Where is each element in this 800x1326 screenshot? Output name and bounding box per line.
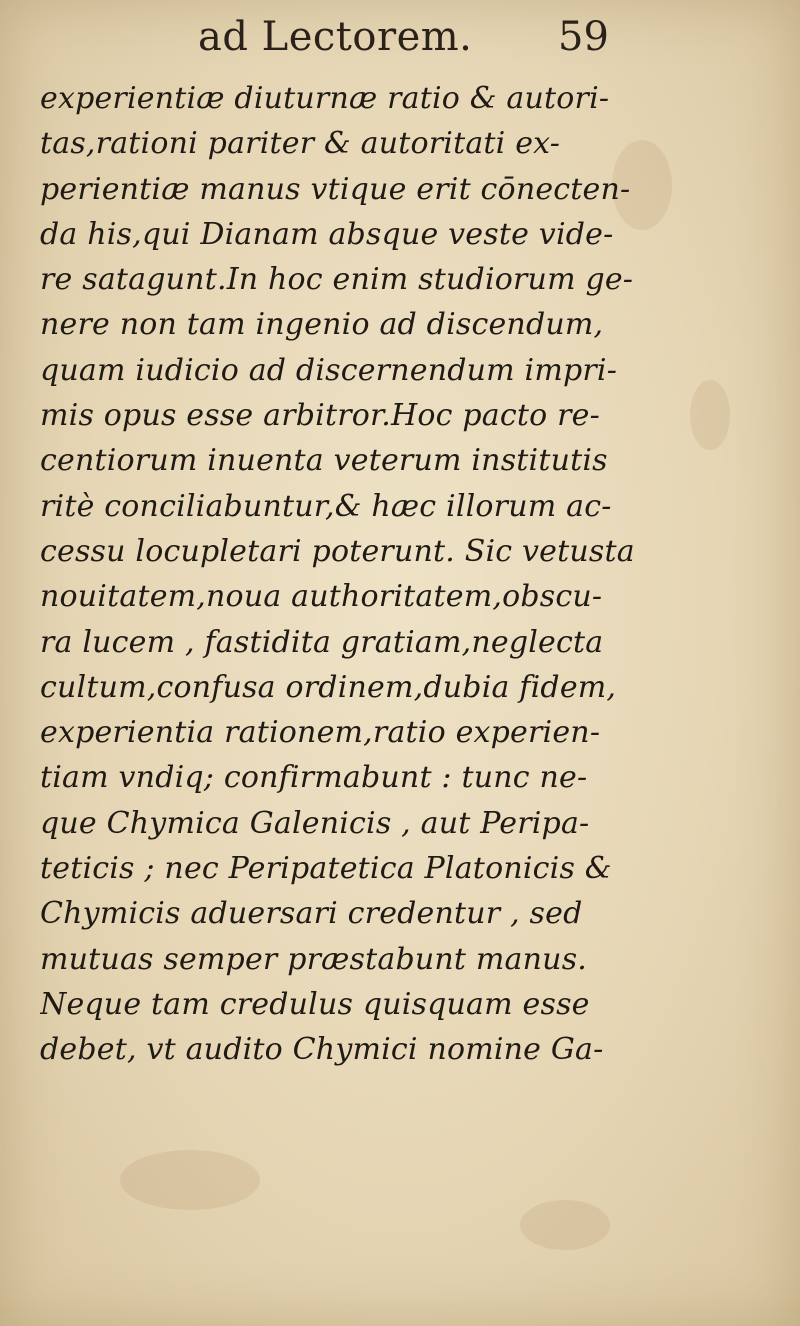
text-line: debet, vt audito Chymici nomine Ga-	[40, 1032, 604, 1068]
text-line: experientiæ diuturnæ ratio & autori-	[40, 81, 610, 116]
page-number: 59	[558, 14, 609, 60]
body-text	[40, 76, 640, 1073]
running-head-title: ad Lectorem.	[198, 14, 473, 60]
text-line: centiorum inuenta veterum institutis	[40, 443, 608, 479]
paper-stain	[690, 380, 730, 450]
text-line: cultum,confusa ordinem,dubia fidem,	[40, 669, 617, 705]
text-line: mis opus esse arbitror.Hoc pacto re-	[40, 398, 600, 434]
running-head	[0, 14, 800, 74]
text-line: nouitatem,noua authoritatem,obscu-	[40, 579, 603, 615]
text-line: mutuas semper præstabunt manus.	[40, 941, 588, 977]
text-line: teticis ; nec Peripatetica Platonicis &	[40, 851, 612, 887]
text-line: ra lucem , fastidita gratiam,neglecta	[40, 624, 604, 660]
text-line: perientiæ manus vtique erit cōnecten-	[40, 171, 631, 207]
text-line: re satagunt.In hoc enim studiorum ge-	[40, 262, 634, 298]
text-line: que Chymica Galenicis , aut Peripa-	[40, 805, 590, 841]
text-line: quam iudicio ad discernendum impri-	[40, 352, 618, 388]
text-line: experientia rationem,ratio experien-	[40, 715, 601, 751]
text-line: tiam vndiq; confirmabunt : tunc ne-	[40, 760, 588, 796]
text-line: Chymicis aduersari credentur , sed	[40, 896, 583, 932]
text-line: tas,rationi pariter & autoritati ex-	[40, 126, 561, 162]
text-line: da his,qui Dianam absque veste vide-	[40, 216, 614, 252]
paper-stain	[520, 1200, 610, 1250]
text-line: Neque tam credulus quisquam esse	[40, 986, 590, 1022]
text-line: cessu locupletari poterunt. Sic vetusta	[40, 533, 635, 569]
paper-stain	[120, 1150, 260, 1210]
text-line: ritè conciliabuntur,& hæc illorum ac-	[40, 488, 612, 524]
text-line: nere non tam ingenio ad discendum,	[40, 307, 604, 343]
